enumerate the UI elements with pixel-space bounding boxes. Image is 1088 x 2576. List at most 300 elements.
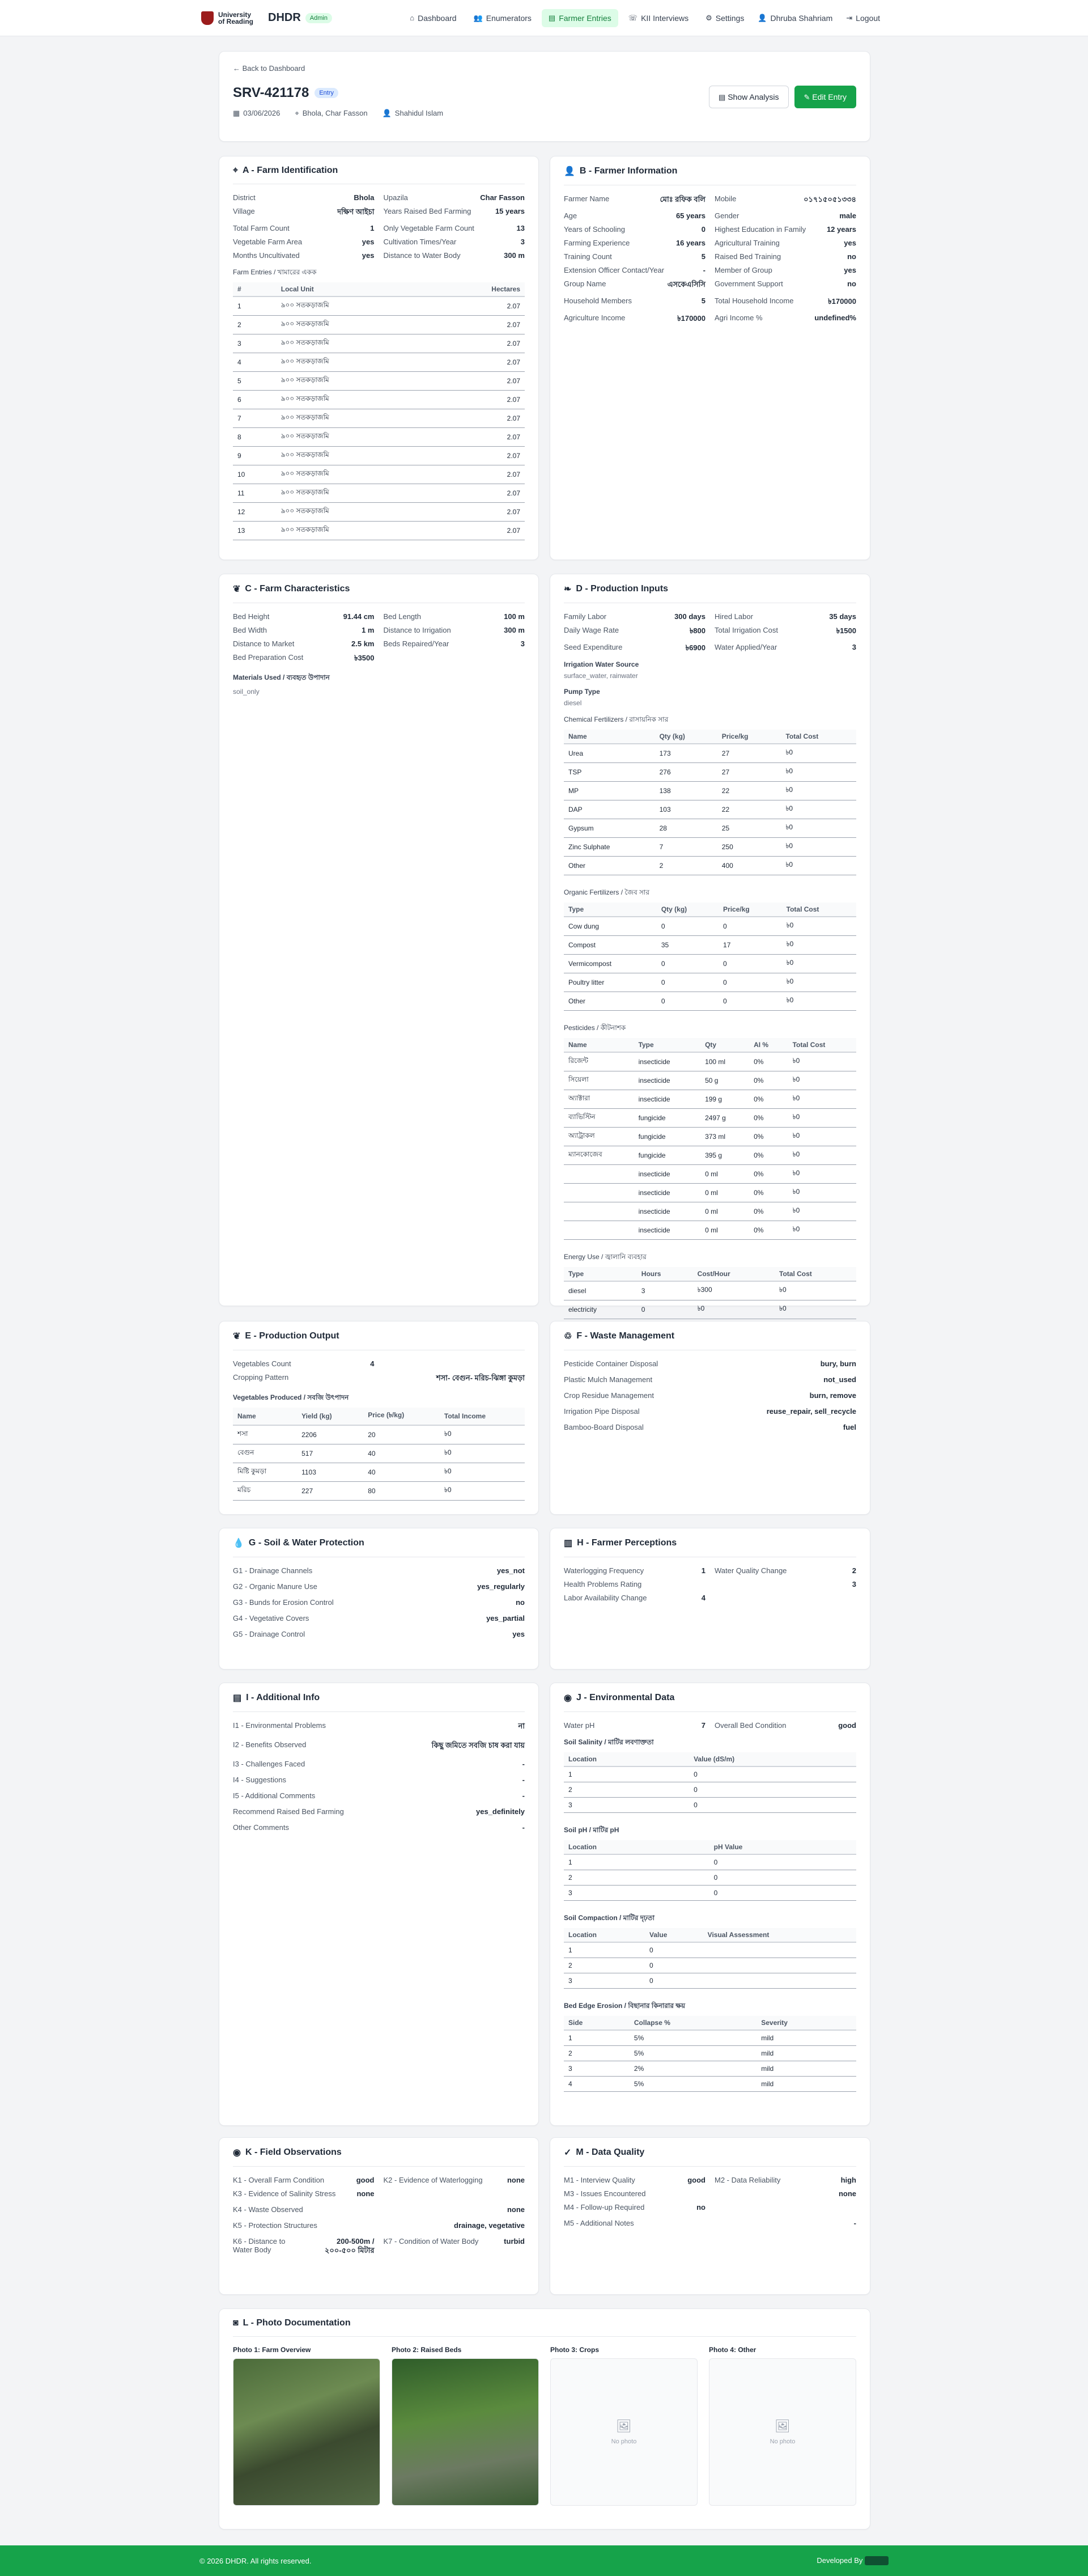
field-label: Government Support xyxy=(715,279,783,288)
table-cell: ৳0 xyxy=(788,1221,856,1240)
user-icon: 👤 xyxy=(382,109,392,117)
field-label: Overall Bed Condition xyxy=(715,1721,787,1730)
field xyxy=(715,612,856,621)
table-cell: ৳0 xyxy=(781,800,856,819)
field-label: Beds Repaired/Year xyxy=(383,639,449,648)
farm-identification-fields xyxy=(233,193,525,260)
table-cell: 0 xyxy=(645,1942,703,1958)
nav-label: KII Interviews xyxy=(641,13,689,23)
table-cell: 12 xyxy=(233,503,277,522)
logout-button[interactable] xyxy=(839,9,887,27)
table-cell: electricity xyxy=(564,1300,637,1319)
field xyxy=(564,225,706,234)
field-value: মোঃ রফিক বলি xyxy=(660,195,706,204)
field-value: 2.5 km xyxy=(351,639,375,648)
footer-developer xyxy=(817,2556,889,2566)
field-value: 300 m xyxy=(504,251,525,260)
field-value: ৳800 xyxy=(689,626,706,635)
nav-dashboard[interactable] xyxy=(403,9,463,27)
column-header: Visual Assessment xyxy=(703,1928,856,1942)
table-cell: ৯০০ সতকড়াজমি xyxy=(277,447,426,465)
table-row xyxy=(564,1202,856,1221)
table-cell: 3 xyxy=(637,1281,693,1300)
field-value: yes xyxy=(844,266,856,274)
field xyxy=(715,266,856,274)
table-cell: 0 ml xyxy=(700,1165,749,1184)
column-header: Cost/Hour xyxy=(693,1267,775,1281)
table-cell: 0 xyxy=(657,992,719,1011)
photo-label: Photo 3: Crops xyxy=(550,2346,599,2354)
nav-enumerators[interactable] xyxy=(467,9,538,27)
field xyxy=(564,252,706,261)
university-crest-icon xyxy=(201,11,214,25)
column-header: Name xyxy=(564,730,655,744)
column-header: Qty (kg) xyxy=(657,903,719,917)
field-value: 1 xyxy=(370,224,375,232)
table-cell: 5 xyxy=(233,372,277,391)
photo-slot xyxy=(392,2346,539,2506)
photo-slot xyxy=(550,2346,698,2506)
plant-icon: ❦ xyxy=(233,1332,241,1341)
field-label: Water Applied/Year xyxy=(715,643,777,651)
field xyxy=(564,266,706,274)
field xyxy=(233,1740,525,1752)
field xyxy=(564,1375,856,1384)
field-value: drainage, vegetative xyxy=(454,2221,525,2230)
field-label: Distance to Water Body xyxy=(383,251,461,260)
field-value: good xyxy=(838,1721,856,1730)
field-value: good xyxy=(687,2176,706,2184)
table-cell: 0 xyxy=(657,955,719,973)
field xyxy=(564,1391,856,1400)
table-cell: ৯০০ সতকড়াজমি xyxy=(277,522,426,540)
field-label: Upazila xyxy=(383,193,408,202)
field xyxy=(564,1359,856,1368)
drop-icon: 💧 xyxy=(233,1539,244,1548)
table-cell: 7 xyxy=(655,838,717,857)
column-header: Collapse % xyxy=(630,2016,756,2030)
field xyxy=(564,612,706,621)
table-cell: 0 xyxy=(645,1958,703,1973)
table-cell: 27 xyxy=(717,744,781,763)
table-cell: 276 xyxy=(655,763,717,782)
table-cell: 2.07 xyxy=(426,372,525,391)
field-value: fuel xyxy=(843,1423,856,1431)
table-cell: 173 xyxy=(655,744,717,763)
field xyxy=(564,194,706,206)
table-row xyxy=(564,973,856,992)
field-value: - xyxy=(522,1776,525,1784)
field-label: Distance to Irrigation xyxy=(383,626,451,634)
waste-management-fields xyxy=(564,1359,856,1431)
table-cell: fungicide xyxy=(634,1128,701,1146)
table-cell: 0% xyxy=(749,1071,788,1090)
table-cell xyxy=(703,1958,856,1973)
back-link[interactable]: ← Back to Dashboard xyxy=(233,64,305,73)
table-cell: fungicide xyxy=(634,1146,701,1165)
field-label: I1 - Environmental Problems xyxy=(233,1721,326,1730)
table-cell: 2.07 xyxy=(426,503,525,522)
overall-bed-condition xyxy=(715,1721,856,1730)
table-row xyxy=(233,1425,525,1444)
table-cell: 0% xyxy=(749,1146,788,1165)
chart-icon: ▥ xyxy=(564,1539,573,1548)
field-value: - xyxy=(522,1791,525,1800)
photo-placeholder[interactable] xyxy=(709,2358,856,2506)
field-value: দক্ষিণ আইচা xyxy=(337,207,375,216)
table-cell: insecticide xyxy=(634,1202,701,1221)
table-cell: ৳0 xyxy=(788,1109,856,1128)
table-row xyxy=(564,2030,856,2046)
table-row xyxy=(564,819,856,838)
field xyxy=(564,1407,856,1416)
table-cell: ৯০০ সতকড়াজমি xyxy=(277,484,426,503)
developed-by-label: Developed By xyxy=(817,2556,863,2565)
table-cell xyxy=(564,1184,634,1202)
table-row xyxy=(233,353,525,372)
field-label: Plastic Mulch Management xyxy=(564,1375,653,1384)
column-header: Qty (kg) xyxy=(655,730,717,744)
check-circle-icon: ✓ xyxy=(564,2148,572,2158)
field xyxy=(715,2176,856,2184)
table-cell: 27 xyxy=(717,763,781,782)
table-header-row xyxy=(564,1840,856,1854)
eye-icon: ◉ xyxy=(564,1693,572,1703)
table-cell xyxy=(703,1973,856,1989)
table-cell: 1103 xyxy=(297,1463,363,1482)
field xyxy=(715,279,856,291)
user-name: Dhruba Shahriam xyxy=(770,13,833,23)
field xyxy=(233,224,375,232)
table-row xyxy=(564,1958,856,1973)
table-row xyxy=(564,1071,856,1090)
section-i xyxy=(219,1683,539,2126)
column-header: AI % xyxy=(749,1038,788,1052)
table-row xyxy=(233,503,525,522)
section-title: D - Production Inputs xyxy=(576,584,669,594)
section-k xyxy=(219,2137,539,2295)
field-label: I5 - Additional Comments xyxy=(233,1791,316,1800)
table-cell xyxy=(564,1165,634,1184)
date-value: 03/06/2026 xyxy=(243,109,280,117)
field xyxy=(715,225,856,234)
table-row xyxy=(564,1973,856,1989)
entry-id: SRV-421178 xyxy=(233,85,309,100)
no-photo-text: No photo xyxy=(770,2438,796,2445)
logout-label: Logout xyxy=(856,13,880,23)
field-label: Raised Bed Training xyxy=(715,252,781,261)
nav-farmer-entries[interactable] xyxy=(542,9,618,27)
table-cell: DAP xyxy=(564,800,655,819)
spacer xyxy=(715,1594,856,1602)
field xyxy=(715,211,856,220)
field xyxy=(384,2176,525,2184)
top-navbar xyxy=(0,0,1088,36)
field xyxy=(564,279,706,291)
field xyxy=(715,643,856,655)
column-header: Side xyxy=(564,2016,630,2030)
section-title: L - Photo Documentation xyxy=(243,2318,351,2328)
section-a xyxy=(219,156,539,560)
table-cell: 6 xyxy=(233,391,277,409)
nav-links xyxy=(403,9,751,27)
soil-ph-label: Soil pH / মাটির pH xyxy=(564,1826,619,1834)
chemical-fertilizers-label: Chemical Fertilizers / রাসায়নিক সার xyxy=(564,715,669,723)
field xyxy=(233,2189,375,2198)
field xyxy=(564,1580,706,1588)
table-cell: রিজেন্ট xyxy=(564,1052,634,1071)
section-c xyxy=(219,574,539,1306)
column-header: Value xyxy=(645,1928,703,1942)
field xyxy=(564,643,706,655)
table-row xyxy=(564,1300,856,1319)
table-cell: 25 xyxy=(717,819,781,838)
field-label: Age xyxy=(564,211,577,220)
section-title: J - Environmental Data xyxy=(576,1693,675,1702)
table-row xyxy=(233,522,525,540)
photo-placeholder[interactable] xyxy=(550,2358,698,2506)
table-row xyxy=(564,1128,856,1146)
column-header: Qty xyxy=(700,1038,749,1052)
field-value: 3 xyxy=(852,643,856,651)
table-cell: ৯০০ সতকড়াজমি xyxy=(277,316,426,334)
user-menu[interactable] xyxy=(751,9,839,27)
field-label: Bed Height xyxy=(233,612,270,621)
table-cell: 2 xyxy=(564,2046,630,2061)
field-value: 5 xyxy=(701,296,706,305)
table-row xyxy=(564,992,856,1011)
field-label: Total Irrigation Cost xyxy=(715,626,778,634)
field xyxy=(233,2205,525,2214)
table-row xyxy=(564,1090,856,1109)
column-header: Name xyxy=(233,1408,297,1425)
field xyxy=(715,313,856,325)
table-cell: fungicide xyxy=(634,1109,701,1128)
table-cell: মরিচ xyxy=(233,1482,297,1501)
table-cell: 0% xyxy=(749,1202,788,1221)
field-label: Bed Preparation Cost xyxy=(233,653,304,662)
table-cell: ৳0 xyxy=(781,763,856,782)
field-label: Total Household Income xyxy=(715,296,794,305)
field-label: Distance to Market xyxy=(233,639,295,648)
table-cell: 2 xyxy=(564,1870,709,1886)
field-label: I3 - Challenges Faced xyxy=(233,1760,305,1768)
table-row xyxy=(564,1886,856,1901)
field-value: bury, burn xyxy=(820,1359,856,1368)
column-header: Total Cost xyxy=(788,1038,856,1052)
field xyxy=(715,239,856,247)
table-cell: ৳0 xyxy=(693,1300,775,1319)
table-cell: 2 xyxy=(655,857,717,875)
table-cell: 2.07 xyxy=(426,447,525,465)
table-cell: 0 xyxy=(657,973,719,992)
section-d xyxy=(550,574,870,1314)
field-label: Cultivation Times/Year xyxy=(383,238,457,246)
table-cell: ৳0 xyxy=(782,917,856,936)
field-value: 5 xyxy=(701,252,706,261)
field-label: Irrigation Pipe Disposal xyxy=(564,1407,640,1416)
field-value: turbid xyxy=(504,2237,525,2245)
field xyxy=(564,2203,706,2211)
field xyxy=(233,1566,525,1575)
field-value: 3 xyxy=(852,1580,856,1588)
table-cell: 3 xyxy=(564,1886,709,1901)
field-value: Bhola xyxy=(354,193,375,202)
field xyxy=(564,239,706,247)
table-cell: অ্যাট্রাকল xyxy=(564,1128,634,1146)
field-label: Village xyxy=(233,207,255,215)
column-header: Location xyxy=(564,1840,709,1854)
field-label: Group Name xyxy=(564,279,606,288)
photo-slot xyxy=(709,2346,856,2506)
field-label: Only Vegetable Farm Count xyxy=(383,224,474,232)
vegetables-produced-table xyxy=(233,1408,525,1501)
field xyxy=(564,211,706,220)
field-label: Agriculture Income xyxy=(564,313,626,322)
table-header-row xyxy=(564,1752,856,1766)
pencil-icon: ✎ xyxy=(804,93,810,101)
field xyxy=(233,1630,525,1638)
table-cell: Cow dung xyxy=(564,917,657,936)
field-label: District xyxy=(233,193,256,202)
energy-use-label: Energy Use / জ্বালানি ব্যবহার xyxy=(564,1253,647,1261)
field-label: Pesticide Container Disposal xyxy=(564,1359,658,1368)
nav-icon: ☏ xyxy=(628,14,638,22)
farmer-perceptions-fields xyxy=(564,1566,856,1602)
field-value: না xyxy=(518,1722,525,1730)
edit-entry-label: Edit Entry xyxy=(812,92,847,101)
table-cell: 1 xyxy=(564,1942,645,1958)
footer xyxy=(0,2545,1088,2576)
field-value: 4 xyxy=(370,1359,375,1368)
pin-icon: ⌖ xyxy=(295,109,299,117)
table-header-row xyxy=(564,730,856,744)
image-icon: 🖼 xyxy=(616,2419,632,2433)
table-cell: 517 xyxy=(297,1444,363,1463)
table-row xyxy=(233,1482,525,1501)
table-cell: 3 xyxy=(564,1798,689,1813)
field-label: Waterlogging Frequency xyxy=(564,1566,644,1575)
nav-settings[interactable] xyxy=(699,9,751,27)
table-cell: 7 xyxy=(233,409,277,428)
column-header: Type xyxy=(564,1267,637,1281)
table-row xyxy=(564,2077,856,2092)
irrigation-source-value: surface_water, rainwater xyxy=(564,672,638,680)
farmer-information-fields xyxy=(564,194,856,325)
logout-icon: ⇥ xyxy=(846,14,853,22)
location-value: Bhola, Char Fasson xyxy=(302,109,368,117)
field-value: ৳3500 xyxy=(354,654,375,662)
section-title: K - Field Observations xyxy=(245,2147,342,2157)
show-analysis-button[interactable] xyxy=(709,86,788,108)
field xyxy=(715,194,856,206)
table-row xyxy=(564,744,856,763)
table-cell: 2.07 xyxy=(426,391,525,409)
nav-kii-interviews[interactable] xyxy=(622,9,695,27)
field-label: Crop Residue Management xyxy=(564,1391,654,1400)
table-cell: Urea xyxy=(564,744,655,763)
table-cell: 1 xyxy=(233,296,277,316)
field-value: burn, remove xyxy=(809,1391,856,1400)
university-logo[interactable] xyxy=(201,11,258,25)
table-row xyxy=(233,428,525,447)
table-cell: ৯০০ সতকড়াজমি xyxy=(277,353,426,372)
field-label: M1 - Interview Quality xyxy=(564,2176,635,2184)
vegetables-produced-label: Vegetables Produced / সবজি উৎপাদন xyxy=(233,1393,349,1401)
table-cell xyxy=(564,1221,634,1240)
field-label: Labor Availability Change xyxy=(564,1594,647,1602)
entry-enumerator xyxy=(382,109,443,117)
table-cell: mild xyxy=(756,2046,856,2061)
table-cell: 80 xyxy=(363,1482,440,1501)
field-label: M5 - Additional Notes xyxy=(564,2219,634,2227)
photo-image[interactable] xyxy=(233,2358,380,2506)
table-cell: 0% xyxy=(749,1165,788,1184)
column-header: Hours xyxy=(637,1267,693,1281)
table-row xyxy=(564,936,856,955)
field-value: yes_regularly xyxy=(477,1582,525,1591)
nav-label: Settings xyxy=(715,13,745,23)
field-value: no xyxy=(847,252,856,261)
production-inputs-fields xyxy=(564,612,856,655)
table-cell: 0 xyxy=(637,1300,693,1319)
table-cell: ৳0 xyxy=(440,1463,525,1482)
column-header: Total Income xyxy=(440,1408,525,1425)
field xyxy=(233,1614,525,1622)
leaf-icon: ❧ xyxy=(564,584,572,594)
table-cell: ৳0 xyxy=(782,936,856,955)
table-cell: 20 xyxy=(363,1425,440,1444)
table-cell: Other xyxy=(564,992,657,1011)
column-header: # xyxy=(233,282,277,296)
field-value: none xyxy=(507,2176,525,2184)
table-header-row xyxy=(564,1928,856,1942)
nav-label: Enumerators xyxy=(486,13,532,23)
field xyxy=(715,626,856,638)
table-cell: 0% xyxy=(749,1184,788,1202)
field xyxy=(384,639,525,648)
table-cell: insecticide xyxy=(634,1071,701,1090)
table-cell: ৳0 xyxy=(788,1184,856,1202)
field-observations-list xyxy=(233,2205,525,2230)
field xyxy=(715,1566,856,1575)
section-l xyxy=(219,2308,870,2530)
field-label: Total Farm Count xyxy=(233,224,290,232)
organic-fertilizers-table xyxy=(564,903,856,1011)
field-label: Household Members xyxy=(564,296,632,305)
field-value: 100 m xyxy=(504,612,525,621)
field xyxy=(384,238,525,246)
edit-entry-button[interactable] xyxy=(794,86,857,108)
field-value: কিছু জমিতে সবজি চাষ করা যায় xyxy=(431,1741,525,1749)
field-value: good xyxy=(356,2176,375,2184)
field-value: high xyxy=(840,2176,856,2184)
user-icon: 👤 xyxy=(564,167,575,176)
field-label: Extension Officer Contact/Year xyxy=(564,266,665,274)
field-label: Cropping Pattern xyxy=(233,1373,289,1382)
table-cell: 0% xyxy=(749,1090,788,1109)
photo-image[interactable] xyxy=(392,2358,539,2506)
table-row xyxy=(564,1854,856,1870)
table-cell: 50 g xyxy=(700,1071,749,1090)
field-label: K6 - Distance to Water Body xyxy=(233,2237,286,2254)
field-value: ৳6900 xyxy=(685,643,706,652)
table-cell: ৯০০ সতকড়াজমি xyxy=(277,296,426,316)
table-cell: ৯০০ সতকড়াজমি xyxy=(277,334,426,353)
table-cell: 2497 g xyxy=(700,1109,749,1128)
column-header: Value (dS/m) xyxy=(689,1752,856,1766)
table-cell: 3 xyxy=(233,334,277,353)
